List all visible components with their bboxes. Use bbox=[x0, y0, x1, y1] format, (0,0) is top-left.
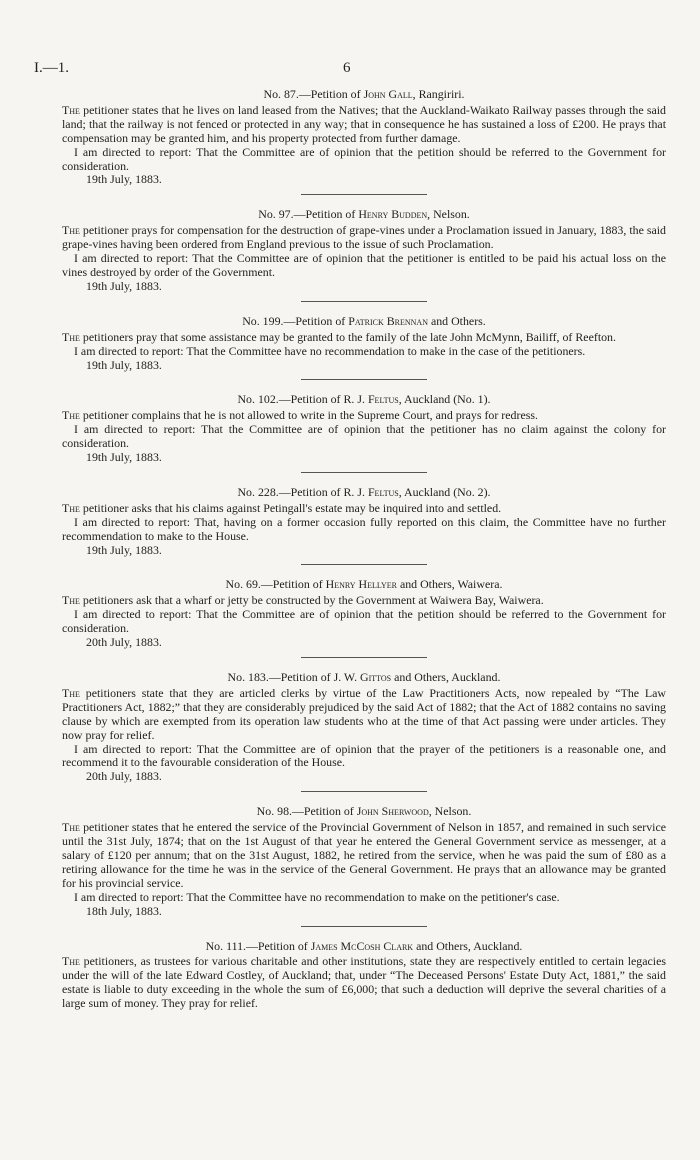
section-divider bbox=[301, 301, 427, 302]
petition-title: No. 69.—Petition of Henry Hellyer and Others, Waiwera. bbox=[225, 577, 503, 592]
report-date: 20th July, 1883. bbox=[86, 769, 162, 784]
report-date: 19th July, 1883. bbox=[86, 542, 162, 557]
petition-body: The petitioners pray that some assistance may be granted to the family of the late John McMynn, Bailiff, of Reefton. bbox=[62, 329, 616, 344]
report-date: 20th July, 1883. bbox=[86, 635, 162, 650]
document-reference: I.—1. bbox=[34, 60, 69, 76]
section-divider bbox=[301, 379, 427, 380]
petition-body: The petitioner states that he lives on land leased from the Natives; that the Auckland-Waikato Railway passes through the said land; that the railway is not fenced or protected in any way; that in consequence he has sustained a loss of £200. He prays that compensation may be granted him, and his property protected from further damage. bbox=[62, 102, 666, 145]
committee-report: I am directed to report: That the Committee have no recommendation to make in the case of the petitioners. bbox=[74, 343, 586, 358]
section-divider bbox=[301, 472, 427, 473]
petition-entry bbox=[62, 578, 666, 658]
petition-body: The petitioners, as trustees for various charitable and other institutions, state they are respectively entitled to certain legacies under the will of the late Edward Costley, of Auckland; that, under “The Deceased Persons' Estate Duty Act, 1881,” the said estate is liable to duty exceeding in the whole the sum of £6,000; that such a deduction will deprive the several charities of a large sum of money. They pray for relief. bbox=[62, 954, 666, 1011]
petition-title: No. 97.—Petition of Henry Budden, Nelson. bbox=[258, 207, 470, 222]
committee-report: I am directed to report: That the Committee have no recommendation to make on the petitioner's case. bbox=[74, 889, 560, 904]
petition-entry bbox=[62, 393, 666, 473]
committee-report: I am directed to report: That the Committee are of opinion that the petition should be referred to the Government for consideration. bbox=[62, 144, 666, 173]
petition-title: No. 228.—Petition of R. J. Feltus, Auckland (No. 2). bbox=[237, 484, 491, 499]
petition-body: The petitioners ask that a wharf or jetty be constructed by the Government at Waiwera Bay, Waiwera. bbox=[62, 593, 544, 608]
petition-entry bbox=[62, 315, 666, 381]
petition-body: The petitioner prays for compensation for the destruction of grape-vines under a Proclamation issued in January, 1883, the said grape-vines having been ordered from England previous to the issue of such Proclamation. bbox=[62, 223, 666, 252]
committee-report: I am directed to report: That the Committee are of opinion that the petitioner has no claim against the colony for consideration. bbox=[62, 422, 666, 451]
report-date: 19th July, 1883. bbox=[86, 278, 162, 293]
petition-title: No. 183.—Petition of J. W. Gittos and Others, Auckland. bbox=[227, 670, 501, 684]
petition-title: No. 98.—Petition of John Sherwood, Nelson. bbox=[256, 804, 472, 819]
report-date: 19th July, 1883. bbox=[86, 172, 162, 187]
committee-report: I am directed to report: That the Committee are of opinion that the petition should be referred to the Government for consideration. bbox=[62, 607, 666, 636]
section-divider bbox=[301, 194, 427, 195]
petition-entry bbox=[62, 671, 666, 792]
petition-body: The petitioner asks that his claims against Petingall's estate may be inquired into and settled. bbox=[62, 500, 502, 515]
petition-body: The petitioners state that they are articled clerks by virtue of the Law Practitioners Acts, now repealed by “The Law Practitioners Act, 1882;” that they are considerably prejudiced by the said Act of 1882; that the Act of 1882 contains no saving clause by which are exempted from its operation law students who at the time of that Act passing were under articles. They now pray for relief. bbox=[62, 685, 666, 742]
petition-body: The petitioner states that he entered the service of the Provincial Government of Nelson in 1857, and remained in such service until the 31st July, 1874; that on the 1st August of that year he entered the General Government service as messenger, at a salary of £120 per annum; that on the 31st August, 1882, he retired from the service, when he was paid the sum of £80 as a retiring allowance for the time he was in the service of the General Government. He prays that an allowance may be granted for his provincial service. bbox=[62, 820, 666, 890]
report-date: 19th July, 1883. bbox=[86, 357, 162, 372]
petition-title: No. 111.—Petition of James McCosh Clark and Others, Auckland. bbox=[205, 938, 523, 953]
report-date: 19th July, 1883. bbox=[86, 450, 162, 465]
petition-entry bbox=[62, 88, 666, 195]
report-date: 18th July, 1883. bbox=[86, 903, 162, 918]
committee-report: I am directed to report: That the Committee are of opinion that the petitioner is entitled to be paid his actual loss on the vines destroyed by order of the Government. bbox=[62, 251, 666, 279]
petition-entry bbox=[62, 486, 666, 566]
petition-entry bbox=[62, 208, 666, 301]
section-divider bbox=[301, 564, 427, 565]
page-number: 6 bbox=[343, 60, 351, 76]
petitions-list bbox=[62, 88, 666, 1011]
section-divider bbox=[301, 926, 427, 927]
petition-entry bbox=[62, 940, 666, 1012]
petition-body: The petitioner complains that he is not allowed to write in the Supreme Court, and prays for redress. bbox=[62, 408, 538, 423]
petition-title: No. 102.—Petition of R. J. Feltus, Auckland (No. 1). bbox=[237, 392, 491, 407]
petition-entry bbox=[62, 805, 666, 926]
committee-report: I am directed to report: That the Committee are of opinion that the prayer of the petitioners is a reasonable one, and recommend it to the favourable consideration of the House. bbox=[62, 741, 666, 770]
petition-title: No. 199.—Petition of Patrick Brennan and Others. bbox=[242, 313, 486, 328]
section-divider bbox=[301, 791, 427, 792]
committee-report: I am directed to report: That, having on a former occasion fully reported on this claim, the Committee have no further recommendation to make to the House. bbox=[62, 514, 666, 543]
petition-title: No. 87.—Petition of John Gall, Rangiriri. bbox=[263, 87, 465, 101]
section-divider bbox=[301, 657, 427, 658]
